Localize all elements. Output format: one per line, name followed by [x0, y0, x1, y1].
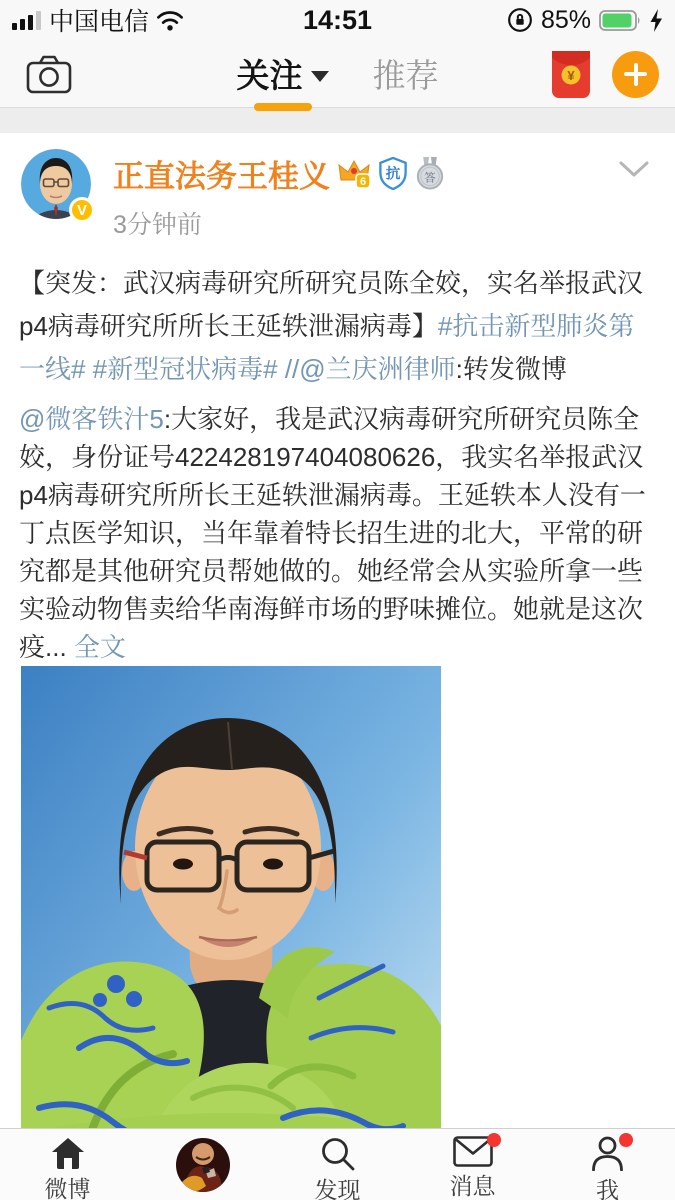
tab-home[interactable]: [0, 1129, 135, 1200]
me-notification-dot: [619, 1133, 633, 1147]
vip-crown-badge-icon: [337, 159, 371, 189]
compose-plus-icon[interactable]: [612, 51, 659, 98]
tab-profile-avatar[interactable]: [135, 1129, 270, 1200]
post-image[interactable]: [21, 666, 441, 1189]
tab-recommended[interactable]: [373, 50, 439, 97]
tab-following-label: 关注: [236, 57, 303, 94]
quoted-text: [0, 400, 675, 666]
verified-v-badge: V: [69, 197, 95, 223]
profile-avatar-image: [176, 1138, 230, 1192]
feed-separator: [0, 108, 675, 133]
battery-icon: [599, 10, 641, 31]
author-username[interactable]: 正直法务王桂义: [113, 159, 330, 194]
full-text-link[interactable]: 全文: [73, 632, 126, 662]
search-icon: [320, 1136, 355, 1171]
orientation-lock-icon: [507, 7, 533, 33]
home-icon: [50, 1136, 86, 1170]
messages-notification-dot: [487, 1133, 501, 1147]
anti-epidemic-shield-badge-icon: [378, 157, 408, 190]
tab-discover[interactable]: [270, 1129, 405, 1200]
post-headline: 【突发：武汉病毒研究所研究员陈全姣，实名举报武汉p4病毒研究所所长王延轶泄漏病毒】: [19, 268, 644, 341]
clock: 14:51: [302, 4, 373, 35]
caret-down-icon: [311, 71, 329, 82]
post-header: [0, 133, 675, 241]
red-envelope-icon[interactable]: [552, 51, 590, 98]
tab-messages[interactable]: [405, 1129, 540, 1200]
tab-recommended-label: 推荐: [372, 57, 439, 94]
repost-suffix: :转发微博: [455, 354, 567, 384]
quote-body: :大家好，我是武汉病毒研究所研究员陈全姣，身份证号422428197404080626，我实名举报武汉p4病毒研究所所长王延轶泄漏病毒。王延轶本人没有一丁点医学知识，当年靠着特长招生进的北大，平常的研究都是其他研究员帮她做的。她经常会从实验所拿一些实验动物售卖给华南海鲜市场的野味摊位。她就是这次疫...: [19, 404, 646, 662]
battery-percent: 85%: [540, 5, 591, 34]
svg-text:6: 6: [359, 175, 367, 188]
svg-text:答: 答: [424, 171, 436, 185]
answer-medal-badge-icon: [415, 157, 445, 190]
svg-text:抗: 抗: [385, 166, 401, 183]
status-bar: [0, 0, 675, 40]
repost-mention-link[interactable]: //@兰庆洲律师: [284, 354, 456, 384]
tab-discover-label: 发现: [314, 1177, 361, 1200]
svg-text:¥: ¥: [567, 67, 575, 83]
carrier-label: 中国电信: [49, 8, 150, 36]
bottom-tab-bar: [0, 1128, 675, 1200]
chevron-down-icon[interactable]: [619, 161, 649, 178]
tab-messages-label: 消息: [449, 1173, 496, 1199]
post-card: [0, 133, 675, 1200]
quote-mention-link[interactable]: @微客铁汁5: [19, 404, 164, 434]
tab-me[interactable]: [540, 1129, 675, 1200]
camera-icon[interactable]: [26, 55, 72, 94]
tab-following[interactable]: [237, 50, 329, 97]
top-nav-bar: [0, 40, 675, 108]
post-text: [0, 262, 675, 391]
post-timestamp: 3分钟前: [113, 211, 202, 239]
hashtag-links[interactable]: #抗击新型肺炎第一线# #新型冠状病毒#: [19, 311, 635, 384]
author-avatar[interactable]: [21, 149, 91, 219]
active-tab-underline: [254, 103, 312, 111]
tab-home-label: 微博: [44, 1176, 91, 1200]
charging-bolt-icon: [649, 9, 663, 32]
tab-me-label: 我: [596, 1177, 619, 1200]
